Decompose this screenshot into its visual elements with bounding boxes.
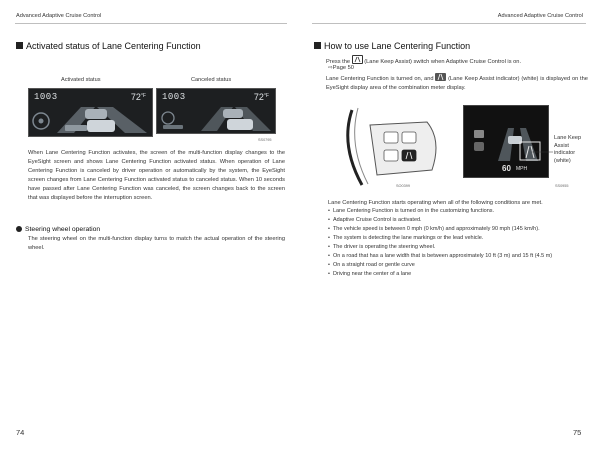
section-title-text: Activated status of Lane Centering Function [26, 41, 201, 51]
condition-item: • On a road that has a lane width that is between approximately 10 ft (3 m) and 15 ft (4.5 m) [328, 252, 586, 261]
bullet-dot-icon [16, 226, 22, 232]
section-square-icon-right [314, 42, 321, 49]
activated-road-graphic [29, 89, 152, 136]
lead-vehicle-icon [85, 109, 107, 119]
canceled-road-graphic [157, 89, 275, 133]
conditions-intro: Lane Centering Function starts operating when all of the following conditions are met. [328, 200, 543, 206]
indicator-text-b: (Lane Keep Assist indicator) (white) is displayed on the EyeSight display area of the combination meter display. [326, 76, 588, 92]
conditions-list [328, 207, 586, 279]
condition-item: • Adaptive Cruise Control is activated. [328, 216, 586, 225]
activated-status-paragraph: When Lane Centering Function activates, the screen of the multi-function display changes to the EyeSight screen and shows Lane Centering Function activated status. When operation of Lane Centering Function is canceled by driver operation or automatically by the system, the EyeSight screen changes from Lane Centering Function activated status to canceled status. When 10 seconds have passed after Lane Centering Function was canceled, the screen changes back to the screen that was displayed before the interruption screen. [28, 150, 285, 202]
canceled-own-vehicle-icon [227, 119, 253, 130]
condition-item: • The vehicle speed is between 0 mph (0 km/h) and approximately 90 mph (145 km/h). [328, 225, 586, 234]
figure-code-left: SO0399 [396, 184, 410, 188]
condition-item: • The driver is operating the steering wheel. [328, 243, 586, 252]
display-canceled-panel [156, 88, 276, 134]
display-activated-panel [28, 88, 153, 137]
section-square-icon [16, 42, 23, 49]
section-title-how-to-use [314, 41, 470, 51]
temperature-value-canceled: 72 [253, 92, 264, 102]
caption-canceled: Canceled status [191, 77, 232, 83]
steering-operation-heading-text: Steering wheel operation [25, 226, 101, 233]
steering-operation-heading [16, 226, 100, 233]
steering-operation-paragraph: The steering wheel on the multi-function display turns to match the actual operation of the steering wheel. [28, 236, 285, 252]
steering-wheel-icon-canceled [162, 112, 174, 124]
header-rule-right [312, 23, 586, 24]
page-reference: ⇨Page 50 [328, 65, 354, 71]
lane-keep-assist-switch-icon [352, 55, 363, 64]
steering-wheel-hub [39, 119, 44, 124]
temperature-unit-canceled: °F [263, 93, 269, 99]
running-header-left: Advanced Adaptive Cruise Control [16, 13, 102, 19]
press-switch-text-b: (Lane Keep Assist) switch when Adaptive Cruise Control is on. [364, 59, 522, 65]
eyesight-label-bar [163, 125, 183, 129]
figure-code-right: SS0955 [555, 184, 569, 188]
section-title-activated-status [16, 41, 201, 51]
meter-speed-unit: MPH [516, 166, 528, 172]
steering-switch-figure [332, 100, 452, 190]
steering-switch-drawing [332, 100, 452, 190]
condition-item: • Lane Centering Function is turned on in the customizing functions. [328, 207, 586, 216]
condition-item: • The system is detecting the lane markings or the lead vehicle. [328, 234, 586, 243]
caption-activated: Activated status [61, 77, 101, 83]
temperature-unit: °F [140, 93, 146, 99]
indicator-line [326, 73, 588, 93]
condition-item: • On a straight road or gentle curve [328, 261, 586, 270]
page-number-right: 75 [573, 428, 582, 437]
lane-keep-indicator-callout: Lane Keep Assist indicator (white) [554, 135, 582, 164]
odometer-reading-canceled: 1003 [162, 92, 186, 102]
press-switch-line [326, 55, 586, 67]
running-header-right: Advanced Adaptive Cruise Control [497, 13, 583, 19]
image-code-left: SS0795 [258, 138, 272, 142]
odometer-reading: 1003 [34, 92, 58, 102]
lane-keep-bar [65, 125, 87, 131]
condition-item: • Driving near the center of a lane [328, 270, 586, 279]
temperature-value: 72 [130, 92, 141, 102]
canceled-lead-vehicle-icon [223, 109, 243, 118]
own-vehicle-icon [87, 120, 115, 132]
section-title-how-text: How to use Lane Centering Function [324, 41, 471, 51]
lane-keep-assist-indicator-icon [435, 73, 446, 81]
combination-meter-figure [463, 105, 549, 178]
indicator-text-a: Lane Centering Function is turned on, and [326, 76, 434, 82]
header-rule-left [15, 23, 287, 24]
page-number-left: 74 [16, 428, 25, 437]
meter-speed: 60 [502, 164, 511, 173]
press-switch-text-a: Press the [326, 59, 351, 65]
